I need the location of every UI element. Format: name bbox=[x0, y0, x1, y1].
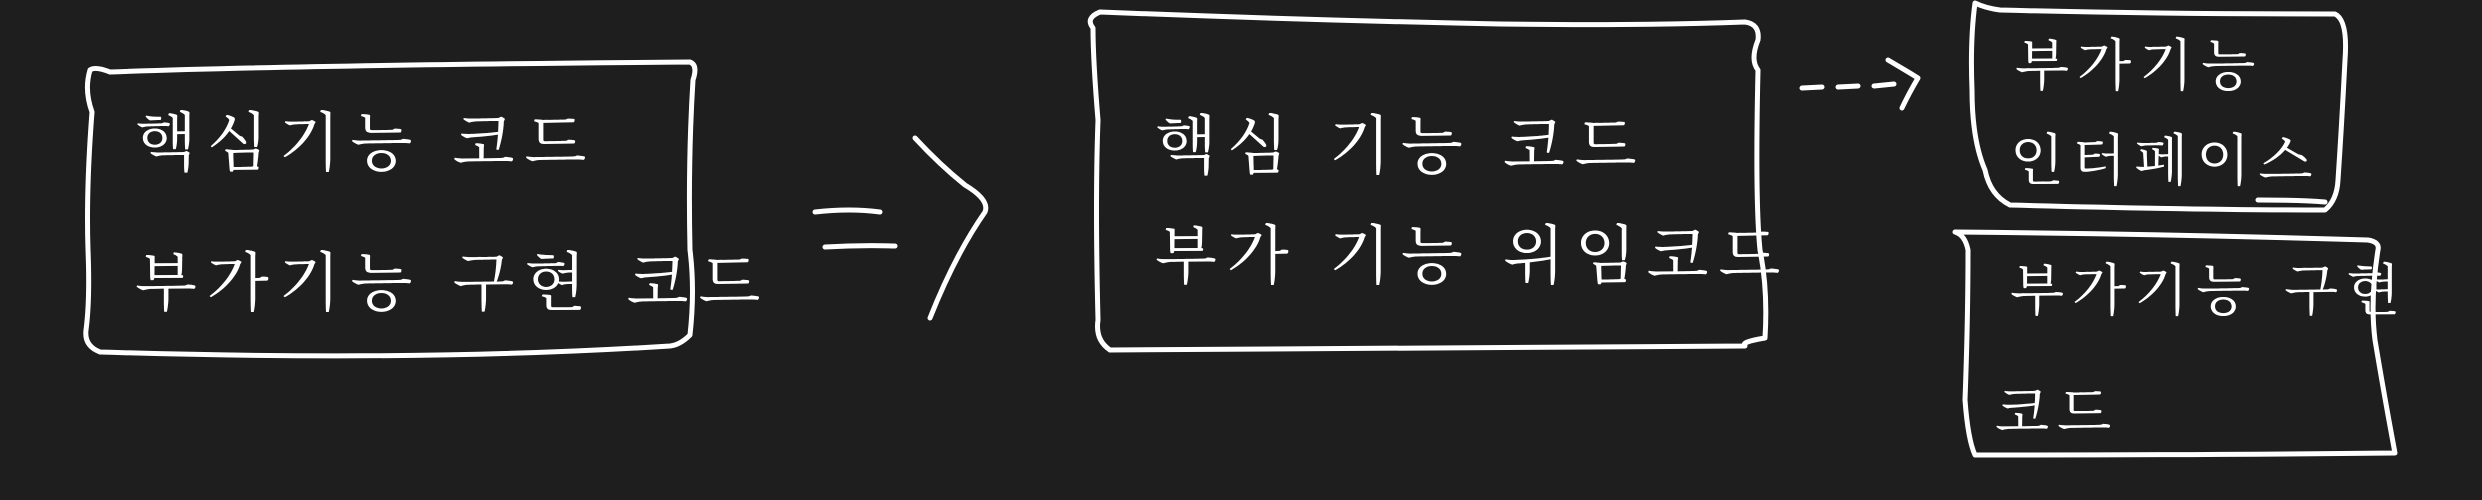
delegate-arrow bbox=[1802, 60, 1918, 108]
interface-line1-text: 부가기능 bbox=[2015, 34, 2264, 99]
after-delegate-code-text: 부가 기능 위임코드 bbox=[1155, 220, 1791, 294]
before-core-code-text: 핵심기능 코드 bbox=[135, 107, 597, 181]
after-core-code-text: 핵심 기능 코드 bbox=[1155, 110, 1647, 184]
impl-line2-text: 코드 bbox=[1995, 381, 2120, 446]
transform-arrow bbox=[815, 138, 986, 318]
interface-underline bbox=[2258, 200, 2325, 202]
interface-line2-text: 인터페이스 bbox=[2010, 129, 2321, 194]
before-addon-impl-code-text: 부가기능 구현 코드 bbox=[135, 247, 771, 321]
impl-line1-text: 부가기능 구현 bbox=[2010, 259, 2409, 324]
